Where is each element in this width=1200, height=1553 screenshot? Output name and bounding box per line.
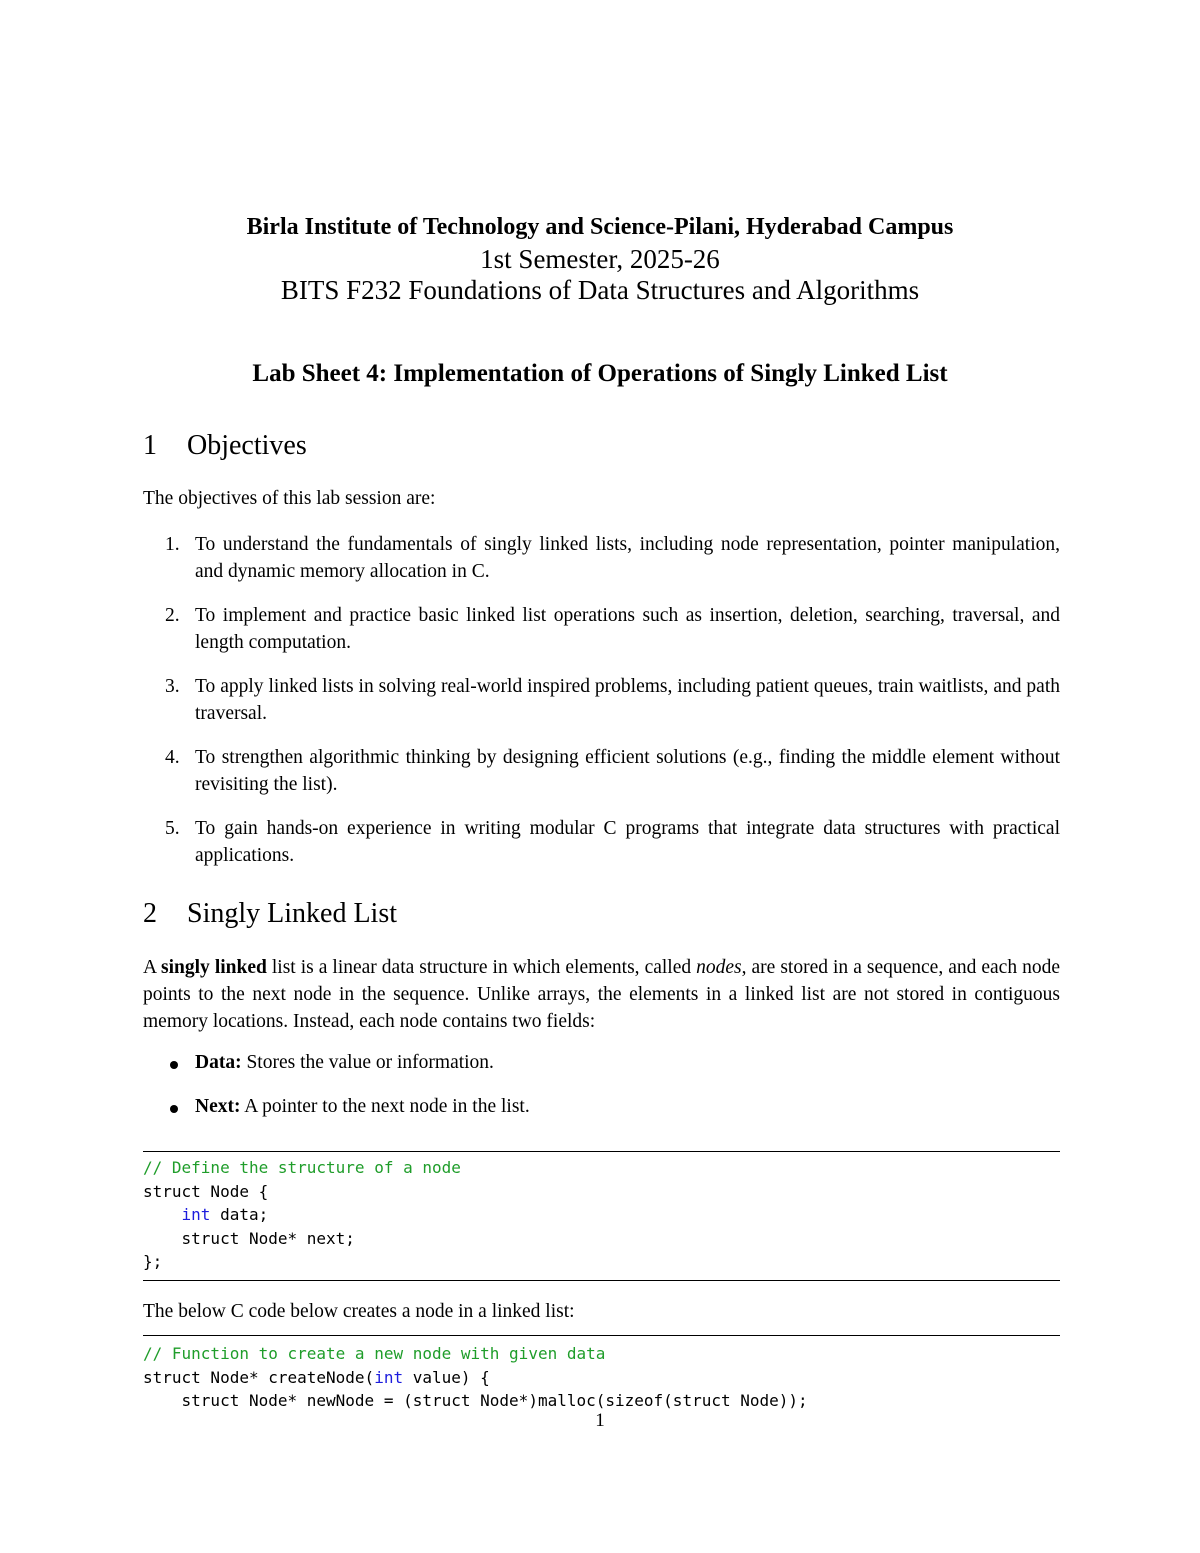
- para-text: , are stored in a sequence, and each node points to the next node in the sequence. Unlike arrays, the elements in a linked list are not stored in contiguous memory locations. Instead, each node contains two fields:: [143, 957, 1061, 1032]
- code-block-bottom-rule: [143, 1280, 1060, 1281]
- objectives-intro: The objectives of this lab session are:: [143, 488, 436, 509]
- field-description: Stores the value or information.: [241, 1052, 494, 1073]
- list-item-number: 3.: [165, 676, 180, 697]
- section-number: 1: [143, 430, 157, 461]
- semester: 1st Semester, 2025-26: [480, 244, 720, 274]
- list-item-text: To apply linked lists in solving real-world inspired problems, including patient queues, train waitlists, and path traversal.: [195, 676, 1060, 724]
- code-line: data;: [210, 1205, 269, 1224]
- para-text: A: [143, 957, 162, 978]
- code-keyword: int: [374, 1367, 404, 1387]
- section-heading-singly-linked-list: [143, 898, 397, 930]
- code-block-create-node: [143, 1342, 808, 1413]
- list-item-text: To implement and practice basic linked list operations such as insertion, deletion, searching, traversal, and length computation.: [195, 605, 1060, 653]
- section-number: 2: [143, 898, 157, 929]
- code-block-top-rule: [143, 1151, 1060, 1152]
- code-comment: // Define the structure of a node: [143, 1158, 461, 1177]
- field-term: Data:: [195, 1052, 242, 1073]
- field-description: A pointer to the next node in the list.: [240, 1096, 530, 1117]
- list-item-number: 2.: [165, 605, 180, 626]
- code-line: struct Node* newNode = (struct Node*)malloc(sizeof(struct Node));: [143, 1391, 808, 1410]
- linked-list-paragraph: [143, 954, 1060, 1035]
- para-bold-term: singly linked: [161, 957, 267, 978]
- code-line: value) {: [403, 1367, 490, 1387]
- code-line: struct Node* createNode(: [143, 1367, 375, 1387]
- list-item-text: To strengthen algorithmic thinking by designing efficient solutions (e.g., finding the middle element without revisiting the list).: [195, 747, 1060, 795]
- para-text: list is a linear data structure in which elements, called: [266, 957, 697, 978]
- section-heading-objectives: [143, 430, 307, 462]
- list-item-text: To understand the fundamentals of singly linked lists, including node representation, pointer manipulation, and dynamic memory allocation in C.: [195, 534, 1060, 582]
- code-line: struct Node {: [143, 1181, 269, 1201]
- code-block-top-rule: [143, 1335, 1060, 1336]
- code-line: };: [143, 1252, 163, 1271]
- course-title: BITS F232 Foundations of Data Structures and Algorithms: [280, 275, 920, 305]
- list-item-number: 5.: [165, 818, 180, 839]
- code-block-node-struct: [143, 1156, 461, 1274]
- page-number: 1: [595, 1410, 605, 1431]
- para-italic-term: nodes: [696, 957, 742, 978]
- code-line: struct Node* next;: [143, 1228, 355, 1248]
- lab-sheet-title: Lab Sheet 4: Implementation of Operations of Singly Linked List: [252, 360, 948, 387]
- section-title: Singly Linked List: [187, 898, 397, 929]
- code-comment: // Function to create a new node with given data: [143, 1344, 606, 1363]
- field-term: Next:: [195, 1096, 241, 1117]
- list-item-number: 1.: [165, 534, 180, 555]
- code-keyword: int: [181, 1205, 211, 1224]
- create-node-intro: The below C code below creates a node in a linked list:: [143, 1301, 575, 1322]
- institution-name: Birla Institute of Technology and Science-Pilani, Hyderabad Campus: [246, 214, 954, 240]
- section-title: Objectives: [187, 430, 307, 461]
- list-item-number: 4.: [165, 747, 180, 768]
- list-item-text: To gain hands-on experience in writing modular C programs that integrate data structures with practical applications.: [195, 818, 1060, 866]
- document-header: [0, 210, 1200, 306]
- bullet-icon: [170, 1105, 178, 1113]
- bullet-icon: [170, 1061, 178, 1069]
